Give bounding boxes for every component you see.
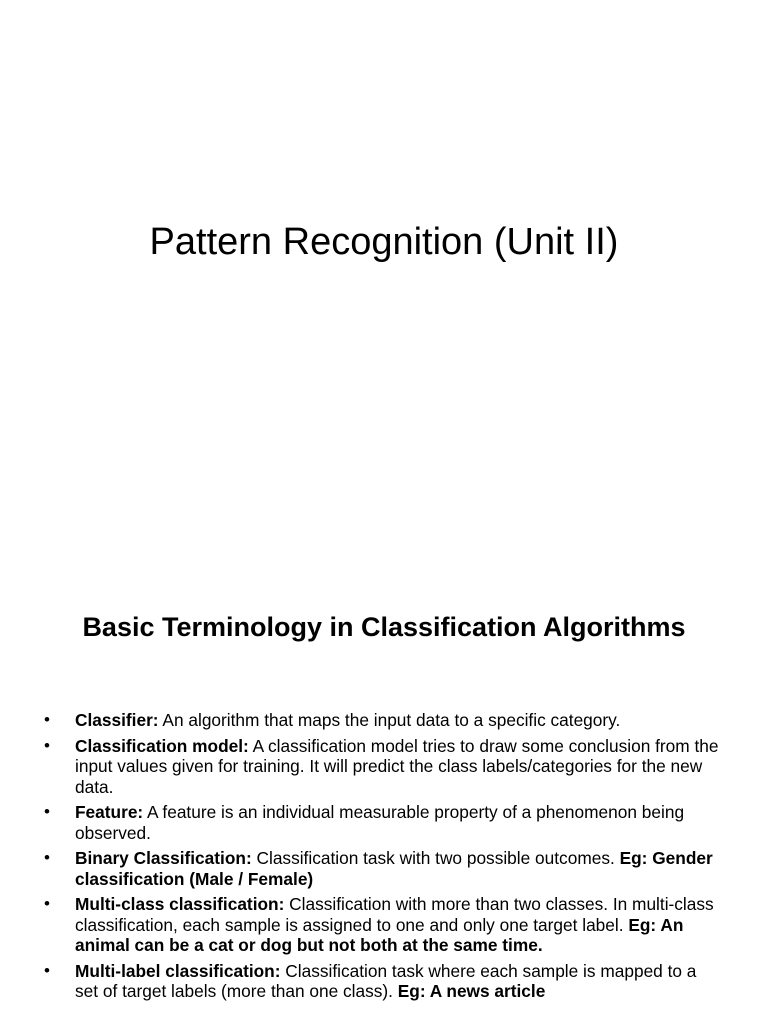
bullet-icon: • [44,894,50,913]
term-label: Multi-label classification: [75,960,281,981]
list-item [44,710,724,731]
term-definition: A feature is an individual measurable property of a phenomenon being observed. [75,802,685,843]
example-text: Eg: A news article [397,981,546,1001]
bullet-icon: • [44,960,50,980]
term-definition: Classification task where each sample is mapped to a set of target labels (more than one class). [75,960,697,1001]
list-item [44,894,724,956]
list-item [44,848,724,889]
example-text: Eg: Gender classification (Male / Female) [75,848,713,889]
term-definition: A classification model tries to draw some conclusion from the input values given for training. It will predict the class labels/categories for the new data. [75,735,719,797]
bullet-icon: • [44,735,50,755]
slide-terminology [0,576,768,1024]
term-definition: Classification task with two possible outcomes. [251,848,620,868]
term-label: Classifier: [75,710,159,730]
list-item [44,961,724,1002]
list-item [44,736,724,798]
term-label: Binary Classification: [75,848,252,868]
list-item [44,802,724,843]
presentation-title: Pattern Recognition (Unit II) [149,221,619,263]
term-definition: An algorithm that maps the input data to a specific category. [158,710,621,730]
example-text: Eg: An animal can be a cat or dog but not both at the same time. [75,914,684,955]
bullet-icon: • [44,710,50,729]
term-label: Feature: [75,802,144,822]
term-definition: Classification with more than two classes. In multi-class classification, each sample is assigned to one and only one target label. [75,894,714,935]
slide-heading: Basic Terminology in Classification Algorithms [82,612,686,642]
bullet-icon: • [44,802,50,821]
terminology-list [44,710,724,1007]
term-label: Multi-class classification: [75,894,285,914]
bullet-icon: • [44,848,50,867]
term-label: Classification model: [75,735,249,756]
